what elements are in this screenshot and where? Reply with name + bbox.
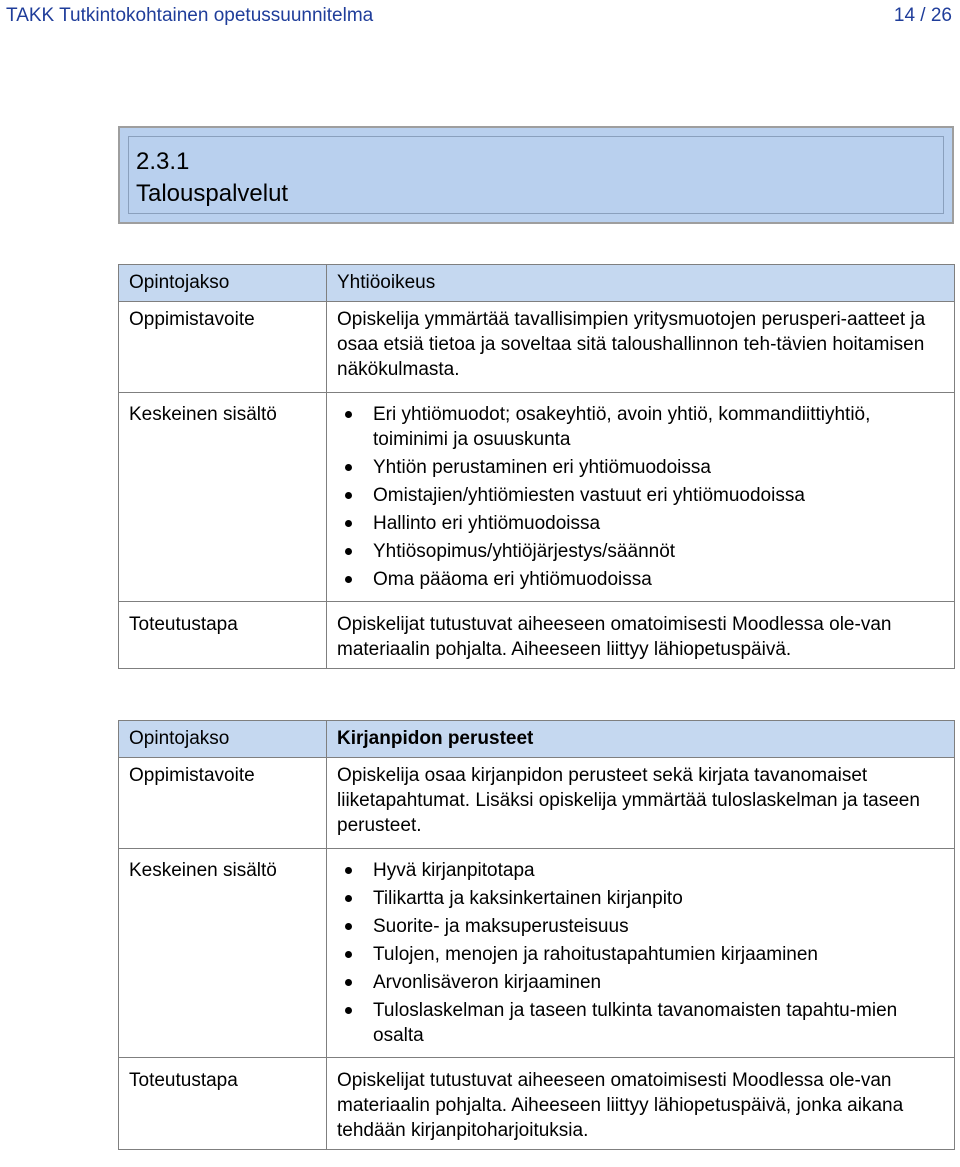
section-number: 2.3.1: [136, 148, 190, 175]
keskeinen-sisalto-label: Keskeinen sisältö: [119, 393, 327, 602]
oppimistavoite-value: Opiskelija osaa kirjanpidon perusteet sekä kirjata tavanomaiset liiketapahtumat. Lisäksi opiskelija ymmärtää tuloslaskelman ja taseen perusteet.: [327, 758, 955, 849]
list-item: Oma pääoma eri yhtiömuodoissa: [337, 567, 946, 592]
oppimistavoite-label: Oppimistavoite: [119, 302, 327, 393]
keskeinen-sisalto-label: Keskeinen sisältö: [119, 849, 327, 1058]
page-number: 14 / 26: [893, 5, 952, 26]
oppimistavoite-label: Oppimistavoite: [119, 758, 327, 849]
course-table-kirjanpidon-perusteet: [118, 720, 955, 1150]
list-item: Hyvä kirjanpitotapa: [337, 858, 946, 883]
list-item: Tulojen, menojen ja rahoitustapahtumien kirjaaminen: [337, 942, 946, 967]
table-row: [119, 302, 955, 393]
opintojakso-value: Kirjanpidon perusteet: [327, 721, 955, 758]
list-item: Eri yhtiömuodot; osakeyhtiö, avoin yhtiö, kommandiittiyhtiö, toiminimi ja osuuskunta: [337, 402, 946, 452]
oppimistavoite-value: Opiskelija ymmärtää tavallisimpien yritysmuotojen perusperi-aatteet ja osaa etsiä tietoa ja soveltaa sitä taloushallinnon teh-tävien hoitamisen näkökulmasta.: [327, 302, 955, 393]
list-item: Arvonlisäveron kirjaaminen: [337, 970, 946, 995]
opintojakso-label: Opintojakso: [119, 721, 327, 758]
table-row: [119, 758, 955, 849]
list-item: Omistajien/yhtiömiesten vastuut eri yhtiömuodoissa: [337, 483, 946, 508]
table-row: [119, 602, 955, 669]
table-row: [119, 849, 955, 1058]
document-title: TAKK Tutkintokohtainen opetussuunnitelma: [6, 5, 374, 26]
section-title: Talouspalvelut: [136, 180, 289, 207]
course-table-yhtiooikeus: [118, 264, 955, 669]
list-item: Yhtiön perustaminen eri yhtiömuodoissa: [337, 455, 946, 480]
list-item: Tilikartta ja kaksinkertainen kirjanpito: [337, 886, 946, 911]
page-header: [6, 4, 954, 30]
table-row: [119, 265, 955, 302]
list-item: Tuloslaskelman ja taseen tulkinta tavanomaisten tapahtu-mien osalta: [337, 998, 946, 1048]
opintojakso-label: Opintojakso: [119, 265, 327, 302]
section-heading-box: [118, 126, 954, 224]
opintojakso-value: Yhtiöoikeus: [327, 265, 955, 302]
table-row: [119, 393, 955, 602]
table-row: [119, 1058, 955, 1150]
toteutustapa-label: Toteutustapa: [119, 602, 327, 669]
toteutustapa-value: Opiskelijat tutustuvat aiheeseen omatoimisesti Moodlessa ole-van materiaalin pohjalta. Aiheeseen liittyy lähiopetuspäivä.: [327, 602, 955, 669]
toteutustapa-label: Toteutustapa: [119, 1058, 327, 1150]
list-item: Hallinto eri yhtiömuodoissa: [337, 511, 946, 536]
list-item: Suorite- ja maksuperusteisuus: [337, 914, 946, 939]
table-row: [119, 721, 955, 758]
list-item: Yhtiösopimus/yhtiöjärjestys/säännöt: [337, 539, 946, 564]
keskeinen-sisalto-list: [327, 849, 955, 1058]
keskeinen-sisalto-list: [327, 393, 955, 602]
toteutustapa-value: Opiskelijat tutustuvat aiheeseen omatoimisesti Moodlessa ole-van materiaalin pohjalta. Aiheeseen liittyy lähiopetuspäivä, jonka aikana tehdään kirjanpitoharjoituksia.: [327, 1058, 955, 1150]
